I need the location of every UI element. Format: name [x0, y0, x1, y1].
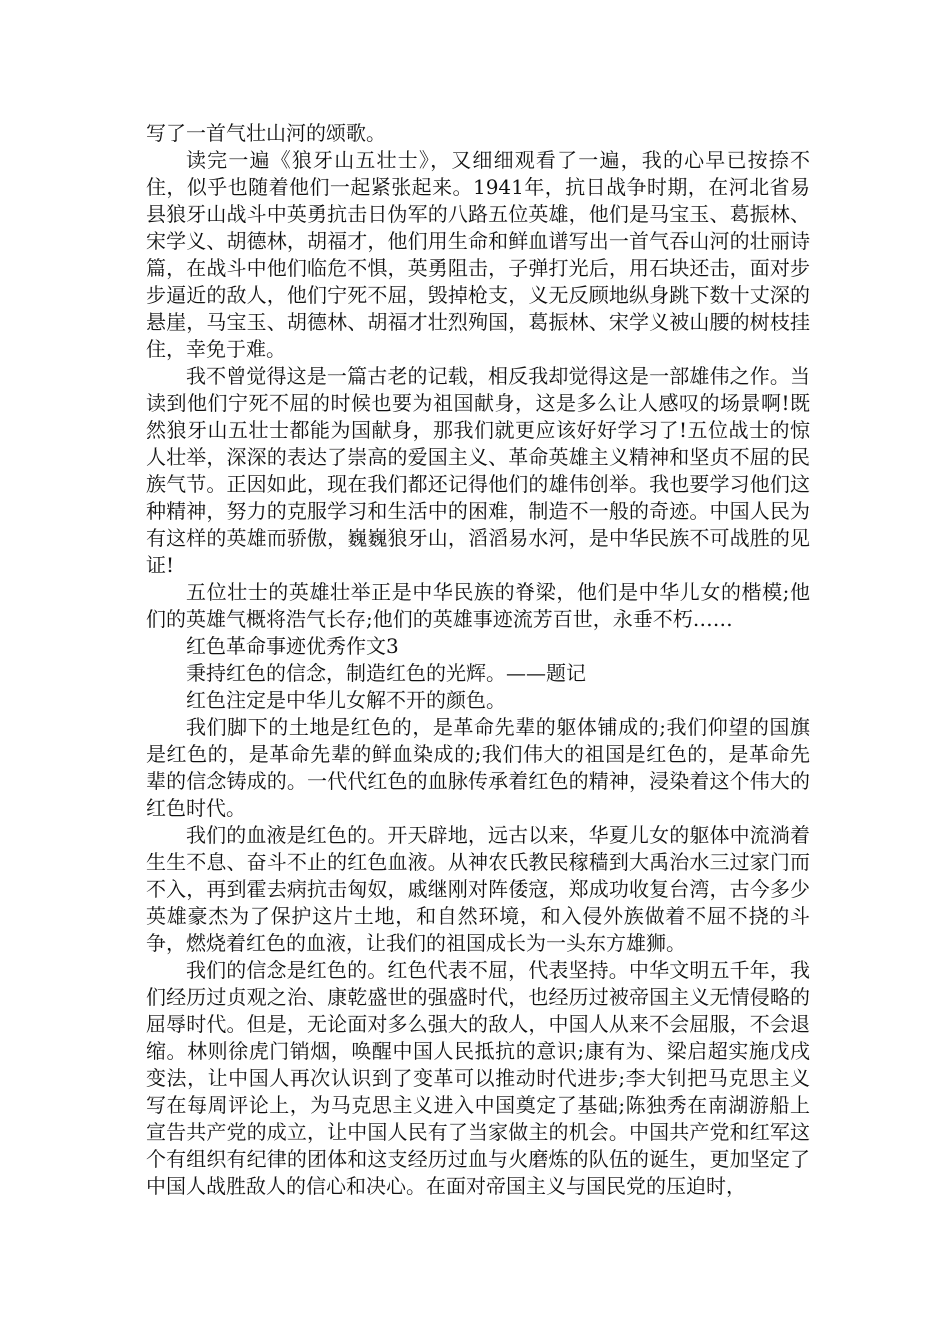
paragraph-red-blood: 我们的血液是红色的。开天辟地，远古以来，华夏儿女的躯体中流淌着生生不息、奋斗不止的红色血液。从神农氏教民稼穑到大禹治水三过家门而不入，再到霍去病抗击匈奴，戚继刚对阵倭寇，郑成功收复台湾，古今多少英雄豪杰为了保护这片土地，和自然环境，和入侵外族做着不屈不挠的斗争，燃烧着红色的血液，让我们的祖国成长为一头东方雄狮。 — [146, 823, 810, 955]
paragraph-red-color: 红色注定是中华儿女解不开的颜色。 — [186, 688, 506, 712]
paragraph-heroes-backbone: 五位壮士的英雄壮举正是中华民族的脊梁，他们是中华儿女的楷模;他们的英雄气概将浩气长存;他们的英雄事迹流芳百世，永垂不朽…… — [146, 580, 810, 631]
paragraph-continuation: 写了一首气壮山河的颂歌。 — [146, 121, 386, 145]
paragraph-reflection: 我不曾觉得这是一篇古老的记载，相反我却觉得这是一部雄伟之作。当读到他们宁死不屈的时候也要为祖国献身，这是多么让人感叹的场景啊!既然狼牙山五壮士都能为国献身，那我们就更应该好好学习了!五位战士的惊人壮举，深深的表达了崇高的爱国主义、革命英雄主义精神和坚贞不屈的民族气节。正因如此，现在我们都还记得他们的雄伟创举。我也要学习他们这种精神，努力的克服学习和生活中的困难，制造不一般的奇迹。中国人民为有这样的英雄而骄傲，巍巍狼牙山，滔滔易水河，是中华民族不可战胜的见证! — [146, 364, 810, 577]
epigraph: 秉持红色的信念，制造红色的光辉。——题记 — [186, 661, 586, 685]
paragraph-red-land: 我们脚下的土地是红色的，是革命先辈的躯体铺成的;我们仰望的国旗是红色的，是革命先辈的鲜血染成的;我们伟大的祖国是红色的，是革命先辈的信念铸成的。一代代红色的血脉传承着红色的精神，浸染着这个伟大的红色时代。 — [146, 715, 810, 820]
paragraph-red-belief: 我们的信念是红色的。红色代表不屈，代表坚持。中华文明五千年，我们经历过贞观之治、康乾盛世的强盛时代，也经历过被帝国主义无情侵略的屈辱时代。但是，无论面对多么强大的敌人，中国人从来不会屈服，不会退缩。林则徐虎门销烟，唤醒中国人民抵抗的意识;康有为、梁启超实施戊戌变法，让中国人再次认识到了变革可以推动时代进步;李大钊把马克思主义写在每周评论上，为马克思主义进入中国奠定了基础;陈独秀在南湖游船上宣告共产党的成立，让中国人民有了当家做主的机会。中国共产党和红军这个有组织有纪律的团体和这支经历过血与火磨炼的队伍的诞生，更加坚定了中国人战胜敌人的信心和决心。在面对帝国主义与国民党的压迫时， — [146, 958, 810, 1198]
paragraph-reading-wolf-mountain: 读完一遍《狼牙山五壮士》，又细细观看了一遍，我的心早已按捺不住，似乎也随着他们一起紧张起来。1941年，抗日战争时期，在河北省易县狼牙山战斗中英勇抗击日伪军的八路五位英雄，他们是马宝玉、葛振林、宋学义、胡德林，胡福才，他们用生命和鲜血谱写出一首气吞山河的壮丽诗篇，在战斗中他们临危不惧，英勇阻击，子弹打光后，用石块还击，面对步步逼近的敌人，他们宁死不屈，毁掉枪支，义无反顾地纵身跳下数十丈深的悬崖，马宝玉、胡德林、胡福才壮烈殉国，葛振林、宋学义被山腰的树枝挂住，幸免于难。 — [146, 148, 810, 361]
essay-title: 红色革命事迹优秀作文3 — [186, 634, 399, 658]
document-page — [146, 120, 810, 1200]
